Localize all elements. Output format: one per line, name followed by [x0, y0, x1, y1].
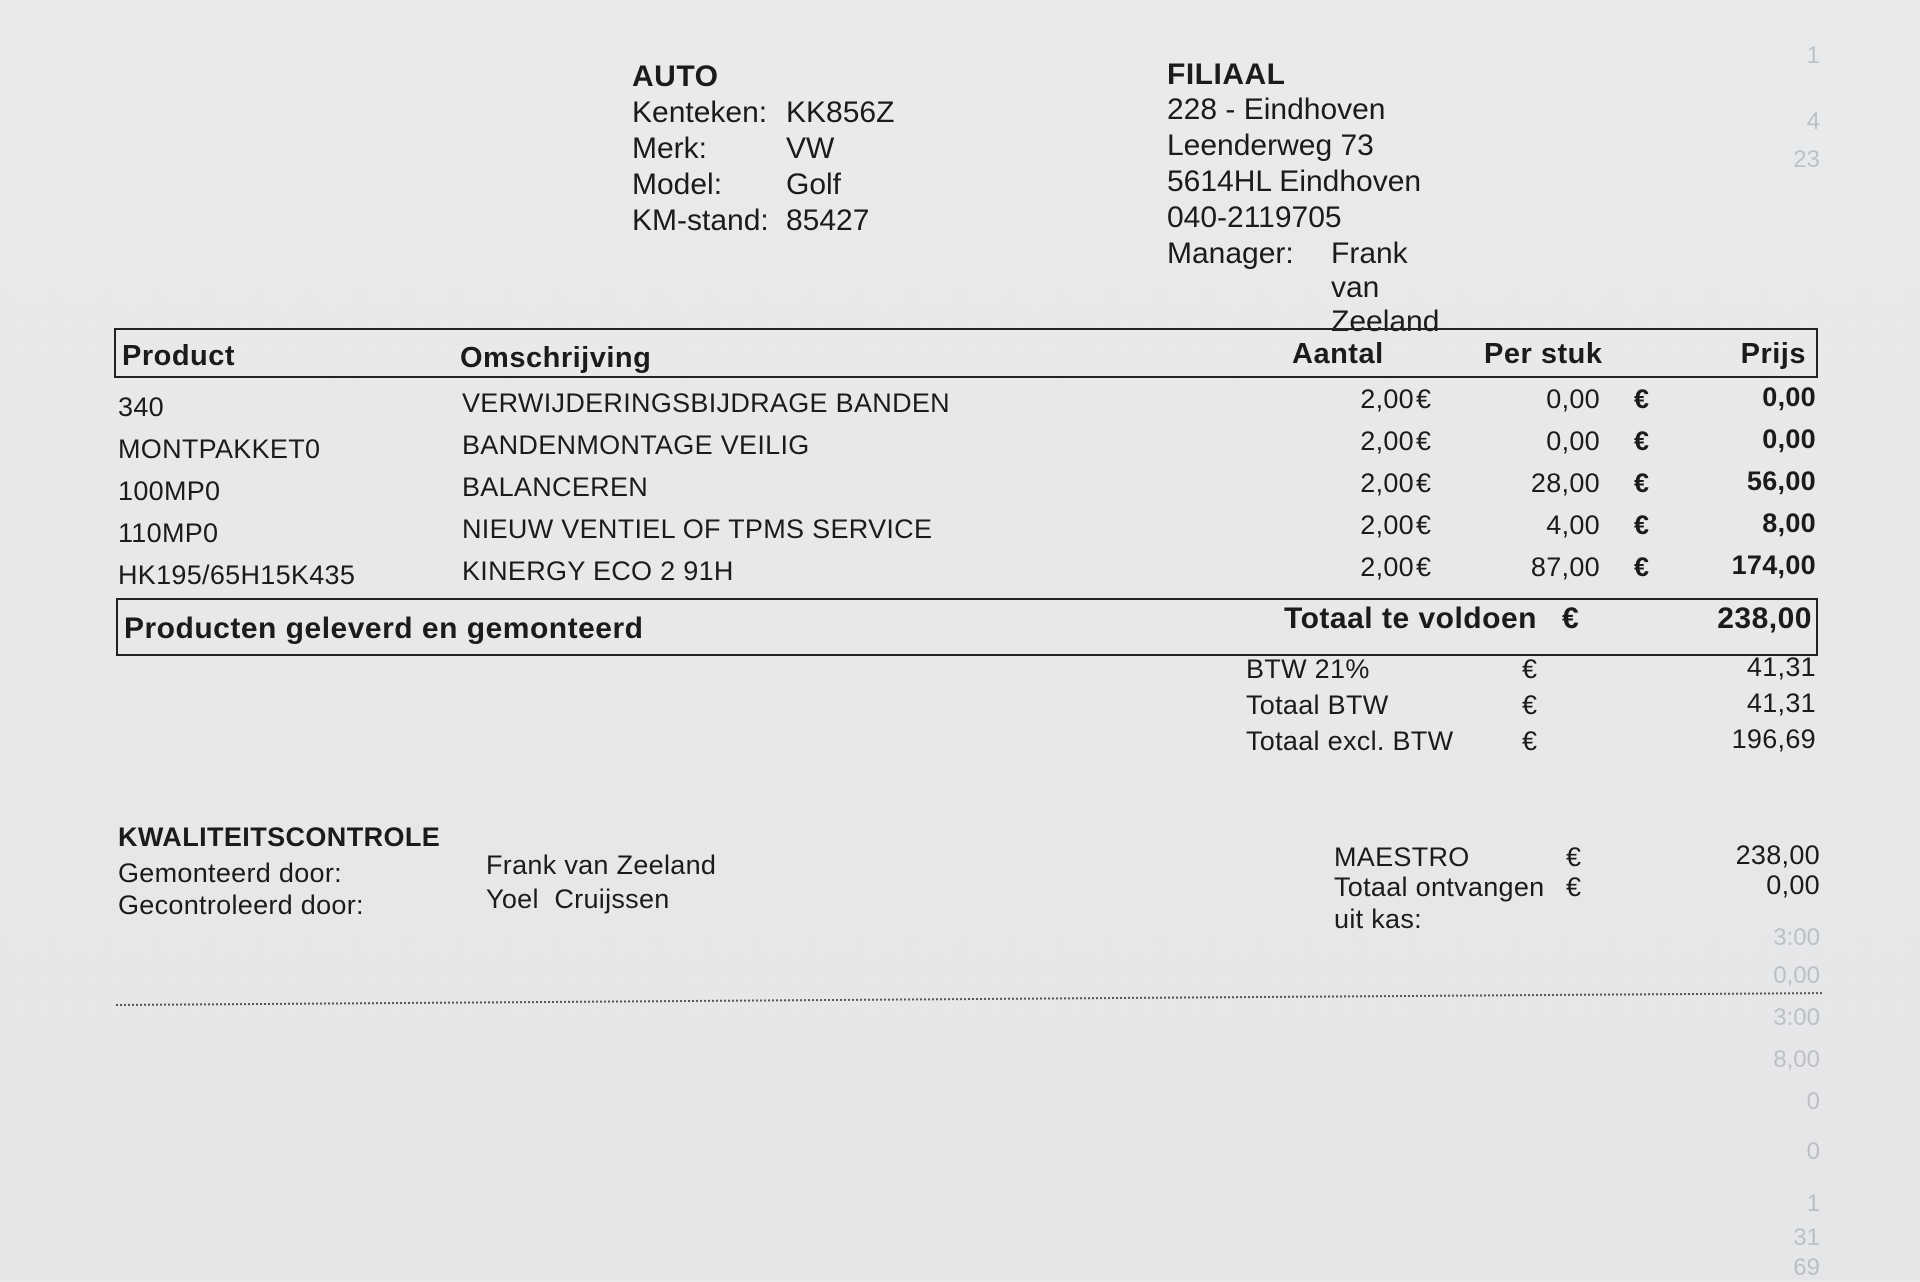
- bleed-mark: 8,00: [1773, 1046, 1820, 1073]
- table-body: [0, 384, 1920, 594]
- header-prijs: Prijs: [1740, 338, 1806, 370]
- table-row: [0, 384, 1920, 426]
- bleed-mark: 0: [1806, 1088, 1820, 1115]
- payment-label: MAESTRO: [1334, 842, 1470, 872]
- gecontroleerd-value: Yoel Cruijssen: [486, 884, 670, 914]
- row-aantal: 2,00: [1360, 426, 1414, 456]
- row-aantal: 2,00: [1360, 468, 1414, 498]
- row-product: MONTPAKKET0: [118, 434, 321, 464]
- btw-value: 41,31: [1746, 688, 1816, 718]
- kwaliteit-heading: KWALITEITSCONTROLE: [118, 822, 441, 852]
- row-prijs: 0,00: [1762, 382, 1816, 412]
- payment-label: uit kas:: [1334, 904, 1422, 934]
- bleed-mark: 3:00: [1773, 924, 1820, 951]
- kenteken-label: Kenteken:: [632, 96, 768, 129]
- payment-row: [0, 906, 1920, 940]
- km-stand-value: 85427: [786, 204, 870, 237]
- filiaal-line-3: 5614HL Eindhoven: [1167, 165, 1422, 198]
- filiaal-line-2: Leenderweg 73: [1167, 129, 1374, 162]
- row-product: 100MP0: [118, 476, 221, 506]
- row-aantal: 2,00: [1360, 384, 1414, 414]
- row-per-stuk: 0,00: [1546, 384, 1600, 414]
- row-product: HK195/65H15K435: [118, 560, 356, 590]
- table-row: [0, 426, 1920, 468]
- row-omschrijving: NIEUW VENTIEL OF TPMS SERVICE: [462, 514, 933, 544]
- bleed-through-column: [1740, 0, 1820, 1280]
- row-euro-1: €: [1416, 552, 1432, 582]
- row-prijs: 0,00: [1762, 424, 1816, 454]
- payment-label: Totaal ontvangen: [1334, 872, 1545, 902]
- row-product: 340: [118, 392, 164, 422]
- bleed-mark: 1: [1806, 42, 1820, 69]
- btw-label: Totaal BTW: [1246, 690, 1389, 720]
- payment-euro: €: [1566, 842, 1582, 872]
- row-per-stuk: 28,00: [1530, 468, 1600, 498]
- row-prijs: 174,00: [1731, 550, 1816, 580]
- total-euro: €: [1562, 602, 1580, 635]
- table-row: [0, 468, 1920, 510]
- model-label: Model:: [632, 168, 723, 201]
- row-product: 110MP0: [118, 518, 219, 548]
- bleed-mark: 1: [1806, 1190, 1820, 1217]
- kenteken-value: KK856Z: [786, 96, 895, 129]
- row-omschrijving: BANDENMONTAGE VEILIG: [462, 430, 810, 460]
- row-per-stuk: 4,00: [1546, 510, 1600, 540]
- row-euro-2: €: [1634, 468, 1650, 498]
- table-header: [114, 328, 1818, 378]
- row-euro-2: €: [1634, 426, 1650, 456]
- payment-row: [0, 872, 1920, 906]
- filiaal-details: [1167, 93, 1440, 338]
- table-row: [0, 510, 1920, 552]
- row-euro-2: €: [1634, 552, 1650, 582]
- row-per-stuk: 87,00: [1530, 552, 1600, 582]
- row-aantal: 2,00: [1360, 510, 1414, 540]
- btw-row: [0, 652, 1920, 688]
- row-per-stuk: 0,00: [1546, 426, 1600, 456]
- total-left-label: Producten geleverd en gemonteerd: [124, 612, 644, 645]
- header-aantal: Aantal: [1292, 338, 1384, 370]
- row-euro-1: €: [1416, 510, 1432, 540]
- total-label: Totaal te voldoen: [1284, 602, 1537, 635]
- manager-label: Manager:: [1167, 237, 1294, 270]
- bleed-mark: 4: [1806, 108, 1820, 135]
- payment-value: 0,00: [1766, 870, 1820, 900]
- bleed-mark: 3:00: [1773, 1004, 1820, 1031]
- btw-euro: €: [1522, 654, 1538, 684]
- btw-value: 196,69: [1731, 724, 1816, 754]
- total-box: [116, 598, 1818, 656]
- total-value: 238,00: [1717, 602, 1812, 635]
- btw-row: [0, 688, 1920, 724]
- table-row: [0, 552, 1920, 594]
- btw-euro: €: [1522, 726, 1538, 756]
- row-omschrijving: VERWIJDERINGSBIJDRAGE BANDEN: [462, 388, 950, 418]
- manager-name: Frank van Zeeland: [1331, 237, 1440, 338]
- row-omschrijving: BALANCEREN: [462, 472, 649, 502]
- payment-row: [0, 838, 1920, 872]
- btw-label: Totaal excl. BTW: [1246, 726, 1454, 756]
- merk-label: Merk:: [632, 132, 707, 165]
- row-euro-1: €: [1416, 426, 1432, 456]
- btw-euro: €: [1522, 690, 1538, 720]
- row-euro-2: €: [1634, 384, 1650, 414]
- km-stand-label: KM-stand:: [632, 204, 769, 237]
- auto-heading: AUTO: [632, 60, 719, 93]
- header-omschrijving: Omschrijving: [460, 342, 652, 374]
- bleed-mark: 0: [1806, 1138, 1820, 1165]
- gecontroleerd-label: Gecontroleerd door:: [118, 890, 364, 920]
- model-value: Golf: [786, 168, 842, 201]
- gemonteerd-value: Frank van Zeeland: [486, 850, 717, 880]
- header-product: Product: [122, 340, 236, 372]
- auto-details: [632, 96, 895, 240]
- payment-section: [0, 838, 1920, 940]
- filiaal-line-1: 228 - Eindhoven: [1167, 93, 1386, 126]
- merk-value: VW: [786, 132, 835, 165]
- btw-label: BTW 21%: [1246, 654, 1370, 684]
- row-euro-1: €: [1416, 468, 1432, 498]
- row-prijs: 56,00: [1746, 466, 1816, 496]
- payment-value: 238,00: [1735, 840, 1820, 870]
- btw-section: [0, 652, 1920, 760]
- filiaal-line-4: 040-2119705: [1167, 201, 1342, 234]
- header-per-stuk: Per stuk: [1484, 338, 1603, 370]
- bleed-mark: 0,00: [1773, 962, 1820, 989]
- row-euro-1: €: [1416, 384, 1432, 414]
- bleed-mark: 23: [1793, 146, 1820, 173]
- row-prijs: 8,00: [1762, 508, 1816, 538]
- gemonteerd-label: Gemonteerd door:: [118, 858, 342, 888]
- row-omschrijving: KINERGY ECO 2 91H: [462, 556, 734, 586]
- filiaal-heading: FILIAAL: [1167, 58, 1286, 91]
- payment-euro: €: [1566, 872, 1582, 902]
- row-euro-2: €: [1634, 510, 1650, 540]
- bleed-mark: 31: [1793, 1224, 1820, 1251]
- row-aantal: 2,00: [1360, 552, 1414, 582]
- btw-value: 41,31: [1746, 652, 1816, 682]
- btw-row: [0, 724, 1920, 760]
- dotted-divider: [116, 992, 1822, 1006]
- bleed-mark: 69: [1793, 1254, 1820, 1281]
